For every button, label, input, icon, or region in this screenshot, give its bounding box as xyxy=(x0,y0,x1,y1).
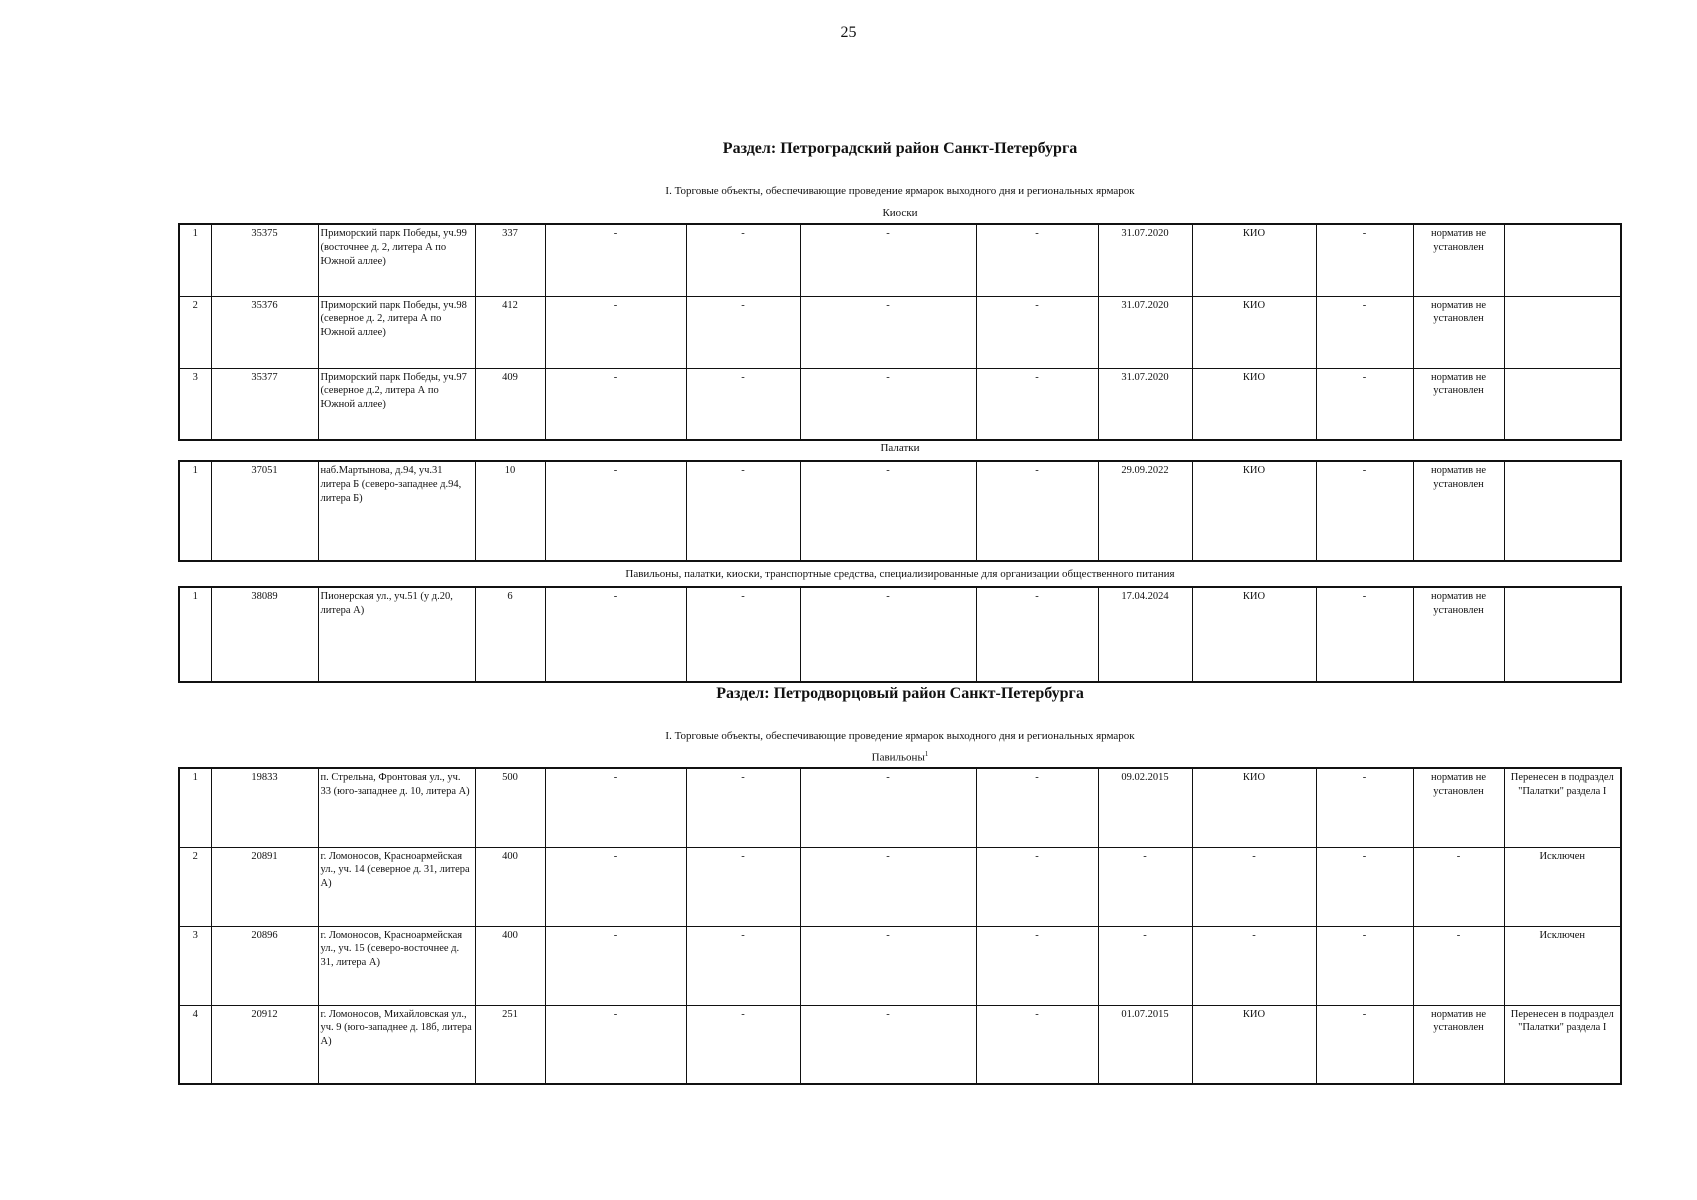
cell-cell: - xyxy=(976,926,1098,1005)
cell-cell: - xyxy=(1316,368,1413,440)
cell-cell: - xyxy=(1316,587,1413,682)
cell-cell: - xyxy=(686,1005,800,1084)
cell-cell: - xyxy=(976,368,1098,440)
cell-row-number: 4 xyxy=(179,1005,211,1084)
cell-norm-status: норматив не установлен xyxy=(1413,224,1504,296)
cell-address: г. Ломоносов, Михайловская ул., уч. 9 (юго-западнее д. 18б, литера А) xyxy=(318,1005,475,1084)
cell-norm-status: норматив не установлен xyxy=(1413,461,1504,561)
register-table xyxy=(178,586,1622,683)
group-caption xyxy=(0,750,1697,764)
cell-address: п. Стрельна, Фронтовая ул., уч. 33 (юго-западнее д. 10, литера А) xyxy=(318,768,475,847)
cell-cell: - xyxy=(686,224,800,296)
cell-cell: - xyxy=(545,296,686,368)
cell-cell: - xyxy=(686,368,800,440)
cell-cell: - xyxy=(976,224,1098,296)
cell-cell: - xyxy=(545,847,686,926)
cell-date: 31.07.2020 xyxy=(1098,224,1192,296)
cell-cell: - xyxy=(800,926,976,1005)
cell-cell: - xyxy=(686,461,800,561)
cell-cell: - xyxy=(545,1005,686,1084)
cell-note: Исключен xyxy=(1504,847,1621,926)
cell-area: 412 xyxy=(475,296,545,368)
cell-cell: - xyxy=(800,461,976,561)
cell-cell: - xyxy=(545,768,686,847)
cell-row-number: 3 xyxy=(179,926,211,1005)
cell-area: 400 xyxy=(475,847,545,926)
cell-note xyxy=(1504,587,1621,682)
cell-organization: КИО xyxy=(1192,368,1316,440)
group-caption: Павильоны, палатки, киоски, транспортные средства, специализированные для организации общественного питания xyxy=(625,568,1175,580)
cell-cell: - xyxy=(1316,224,1413,296)
cell-object-id: 20896 xyxy=(211,926,318,1005)
cell-area: 251 xyxy=(475,1005,545,1084)
cell-date: 31.07.2020 xyxy=(1098,296,1192,368)
cell-organization: - xyxy=(1192,847,1316,926)
cell-cell: - xyxy=(1316,1005,1413,1084)
cell-area: 500 xyxy=(475,768,545,847)
footnote-mark: 1 xyxy=(924,750,929,758)
cell-object-id: 38089 xyxy=(211,587,318,682)
cell-object-id: 35375 xyxy=(211,224,318,296)
cell-cell: - xyxy=(545,587,686,682)
cell-note: Исключен xyxy=(1504,926,1621,1005)
group-caption-text: Павильоны xyxy=(871,751,925,764)
cell-date: 31.07.2020 xyxy=(1098,368,1192,440)
cell-norm-status: норматив не установлен xyxy=(1413,296,1504,368)
cell-cell: - xyxy=(800,1005,976,1084)
cell-cell: - xyxy=(800,368,976,440)
cell-cell: - xyxy=(976,1005,1098,1084)
cell-note xyxy=(1504,224,1621,296)
cell-cell: - xyxy=(545,461,686,561)
cell-cell: - xyxy=(1316,461,1413,561)
cell-object-id: 37051 xyxy=(211,461,318,561)
cell-date: - xyxy=(1098,847,1192,926)
cell-row-number: 1 xyxy=(179,461,211,561)
cell-address: г. Ломоносов, Красноармейская ул., уч. 15 (северо-восточнее д. 31, литера А) xyxy=(318,926,475,1005)
table-row xyxy=(179,847,1621,926)
cell-address: г. Ломоносов, Красноармейская ул., уч. 14 (северное д. 31, литера А) xyxy=(318,847,475,926)
cell-address: Пионерская ул., уч.51 (у д.20, литера А) xyxy=(318,587,475,682)
cell-cell: - xyxy=(686,587,800,682)
cell-norm-status: - xyxy=(1413,926,1504,1005)
cell-note: Перенесен в подраздел "Палатки" раздела I xyxy=(1504,768,1621,847)
cell-norm-status: норматив не установлен xyxy=(1413,1005,1504,1084)
cell-note xyxy=(1504,296,1621,368)
cell-cell: - xyxy=(976,461,1098,561)
cell-cell: - xyxy=(976,296,1098,368)
cell-organization: - xyxy=(1192,926,1316,1005)
cell-cell: - xyxy=(686,847,800,926)
cell-cell: - xyxy=(800,847,976,926)
cell-cell: - xyxy=(976,587,1098,682)
cell-area: 10 xyxy=(475,461,545,561)
group-caption: Киоски xyxy=(882,207,918,219)
cell-cell: - xyxy=(1316,296,1413,368)
cell-cell: - xyxy=(545,926,686,1005)
cell-address: Приморский парк Победы, уч.99 (восточнее д. 2, литера А по Южной аллее) xyxy=(318,224,475,296)
cell-row-number: 3 xyxy=(179,368,211,440)
cell-cell: - xyxy=(545,224,686,296)
subsection-title: I. Торговые объекты, обеспечивающие проведение ярмарок выходного дня и региональных ярмарок xyxy=(665,185,1135,197)
subsection-title: I. Торговые объекты, обеспечивающие проведение ярмарок выходного дня и региональных ярмарок xyxy=(665,730,1135,742)
cell-note: Перенесен в подраздел "Палатки" раздела I xyxy=(1504,1005,1621,1084)
cell-row-number: 1 xyxy=(179,224,211,296)
table-row xyxy=(179,587,1621,682)
cell-area: 337 xyxy=(475,224,545,296)
cell-row-number: 2 xyxy=(179,296,211,368)
table-row xyxy=(179,461,1621,561)
cell-organization: КИО xyxy=(1192,461,1316,561)
cell-date: 29.09.2022 xyxy=(1098,461,1192,561)
cell-row-number: 1 xyxy=(179,768,211,847)
register-table xyxy=(178,460,1622,562)
cell-object-id: 19833 xyxy=(211,768,318,847)
cell-note xyxy=(1504,368,1621,440)
cell-organization: КИО xyxy=(1192,1005,1316,1084)
cell-object-id: 20891 xyxy=(211,847,318,926)
cell-organization: КИО xyxy=(1192,224,1316,296)
cell-date: 09.02.2015 xyxy=(1098,768,1192,847)
table-row xyxy=(179,224,1621,296)
cell-cell: - xyxy=(545,368,686,440)
cell-cell: - xyxy=(1316,768,1413,847)
cell-area: 409 xyxy=(475,368,545,440)
cell-object-id: 20912 xyxy=(211,1005,318,1084)
cell-date: 01.07.2015 xyxy=(1098,1005,1192,1084)
cell-date: 17.04.2024 xyxy=(1098,587,1192,682)
cell-norm-status: норматив не установлен xyxy=(1413,587,1504,682)
cell-norm-status: - xyxy=(1413,847,1504,926)
table-row xyxy=(179,368,1621,440)
cell-cell: - xyxy=(686,926,800,1005)
cell-row-number: 2 xyxy=(179,847,211,926)
cell-cell: - xyxy=(800,587,976,682)
cell-area: 400 xyxy=(475,926,545,1005)
table-row xyxy=(179,926,1621,1005)
cell-area: 6 xyxy=(475,587,545,682)
table-row xyxy=(179,768,1621,847)
cell-cell: - xyxy=(800,296,976,368)
cell-row-number: 1 xyxy=(179,587,211,682)
cell-norm-status: норматив не установлен xyxy=(1413,368,1504,440)
cell-cell: - xyxy=(1316,847,1413,926)
register-table xyxy=(178,223,1622,441)
cell-address: Приморский парк Победы, уч.98 (северное д. 2, литера А по Южной аллее) xyxy=(318,296,475,368)
cell-cell: - xyxy=(800,224,976,296)
cell-address: Приморский парк Победы, уч.97 (северное д.2, литера А по Южной аллее) xyxy=(318,368,475,440)
cell-norm-status: норматив не установлен xyxy=(1413,768,1504,847)
cell-object-id: 35376 xyxy=(211,296,318,368)
cell-cell: - xyxy=(976,847,1098,926)
cell-organization: КИО xyxy=(1192,768,1316,847)
cell-address: наб.Мартынова, д.94, уч.31 литера Б (северо-западнее д.94, литера Б) xyxy=(318,461,475,561)
cell-organization: КИО xyxy=(1192,587,1316,682)
cell-cell: - xyxy=(976,768,1098,847)
cell-cell: - xyxy=(800,768,976,847)
cell-cell: - xyxy=(1316,926,1413,1005)
cell-cell: - xyxy=(686,296,800,368)
cell-organization: КИО xyxy=(1192,296,1316,368)
page-number: 25 xyxy=(840,24,857,41)
cell-date: - xyxy=(1098,926,1192,1005)
cell-object-id: 35377 xyxy=(211,368,318,440)
group-caption: Палатки xyxy=(880,442,920,454)
section-title: Раздел: Петродворцовый район Санкт-Петербурга xyxy=(716,685,1084,702)
cell-note xyxy=(1504,461,1621,561)
register-table xyxy=(178,767,1622,1085)
table-row xyxy=(179,296,1621,368)
section-title: Раздел: Петроградский район Санкт-Петербурга xyxy=(722,140,1078,157)
cell-cell: - xyxy=(686,768,800,847)
table-row xyxy=(179,1005,1621,1084)
